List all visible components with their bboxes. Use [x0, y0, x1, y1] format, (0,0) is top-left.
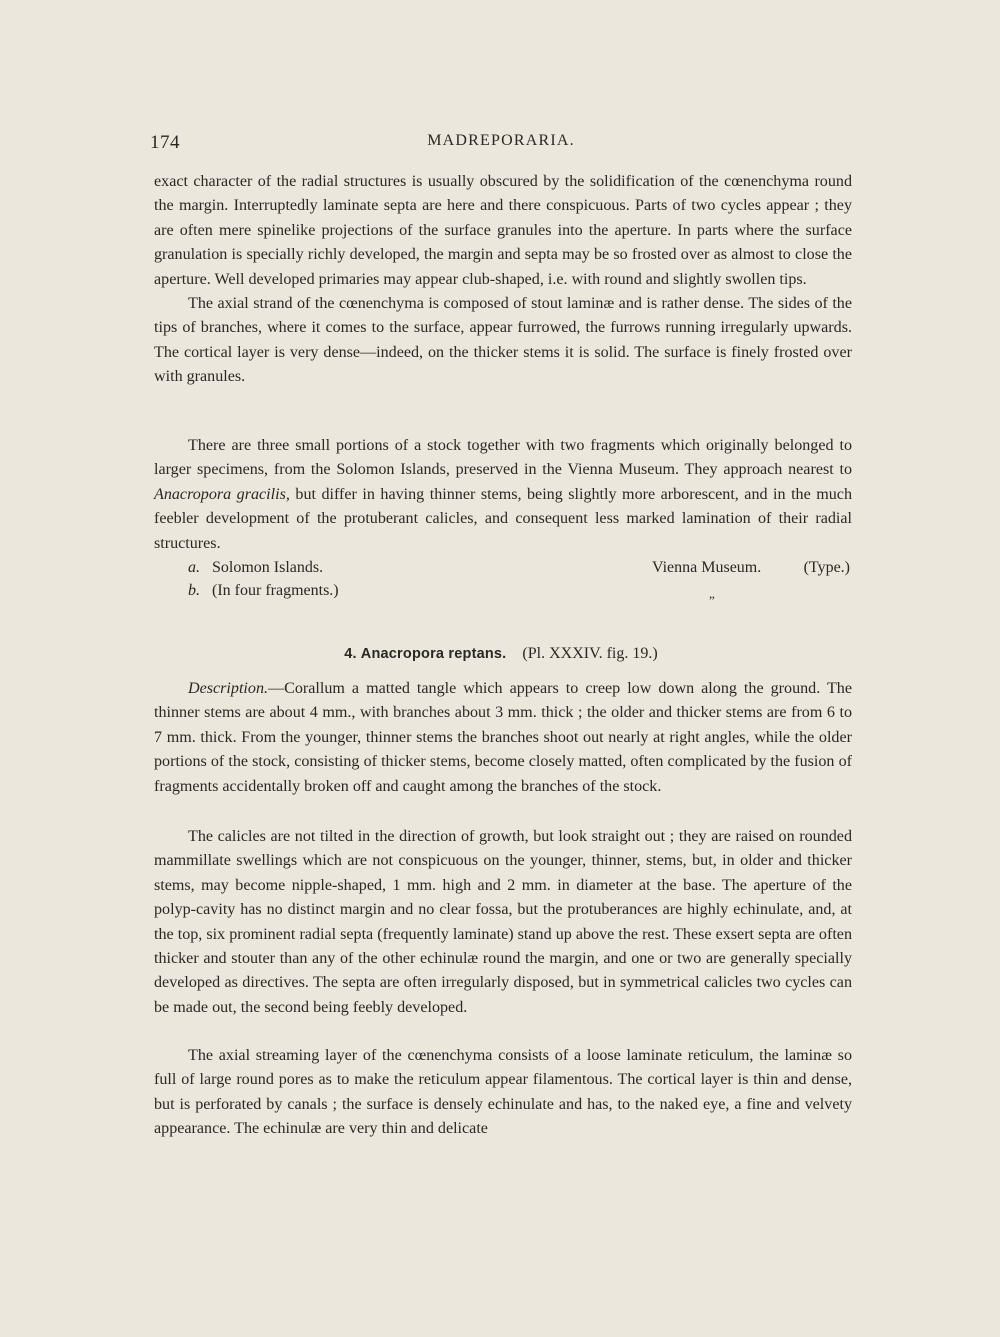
- section-heading: [150, 645, 852, 663]
- ditto-mark: „: [709, 586, 715, 601]
- species-name-anacropora-gracilis: Anacropora gracilis,: [154, 485, 290, 503]
- page-header: [150, 132, 852, 156]
- description-text: —Corallum a matted tangle which appears to creep low down along the ground. The thinner stems are about 4 mm., with branches about 3 mm. thick ; the older and thicker stems are from 6 to 7 mm. thick. From the younger, thinner stems the branches shoot out nearly at right angles, while the older portions of the stock, consisting of thicker stems, become closely matted, often complicated by the fusion of fragments accidentally broken off and caught among the branches of the stock.: [154, 680, 852, 795]
- paragraph-radial-structures: exact character of the radial structures is usually obscured by the solidification of the cœnenchyma round the margin. Interruptedly laminate septa are here and there conspicuous. Parts of two cycles appear ; they are often mere spinelike projections of the surface granules into the aperture. In parts where the surface granulation is specially richly developed, the margin and septa may be so frosted over as almost to close the aperture. Well developed primaries may appear club-shaped, i.e. with round and slightly swollen tips.: [154, 173, 852, 288]
- paragraph-coenenchyma: The axial streaming layer of the cœnenchyma consists of a loose laminate reticulum, the laminæ so full of large round pores as to make the reticulum appear filamentous. The cortical layer is thin and dense, but is perforated by canals ; the surface is densely echinulate and has, to the naked eye, a fine and velvety appearance. The echinulæ are very thin and delicate: [154, 1047, 852, 1138]
- running-title: MADREPORARIA.: [427, 132, 575, 149]
- text-block-calicles: [154, 825, 852, 1020]
- specimen-locality: Solomon Islands.: [212, 559, 324, 576]
- specimen-list: [154, 556, 852, 602]
- material-text-end: but differ in having thinner stems, being slightly more arborescent, and in the much feebler development of the protuberant calicles, and consequent less marked lamination of their radial structures.: [154, 485, 852, 552]
- specimen-letter: b.: [188, 582, 200, 599]
- text-block-material: [154, 434, 852, 556]
- plate-reference: (Pl. XXXIV. fig. 19.): [522, 645, 658, 662]
- specimen-type: (Type.): [803, 559, 850, 576]
- specimen-letter: a.: [188, 559, 200, 576]
- paragraph-calicles: The calicles are not tilted in the direction of growth, but look straight out ; they are raised on rounded mammillate swellings which are not conspicuous on the younger, thinner, stems, but, in older and thicker stems, may become nipple-shaped, 1 mm. high and 2 mm. in diameter at the base. The aperture of the polyp-cavity has no distinct margin and no clear fossa, but the protuberances are highly echinulate, and, at the top, six prominent radial septa (frequently laminate) stand up above the rest. These exsert septa are often thicker and stouter than any of the other echinulæ round the margin, and one or two are generally specially developed as directives. The septa are often irregularly disposed, but in symmetrical calicles two cycles can be made out, the second being feebly developed.: [154, 828, 852, 1016]
- specimen-museum: Vienna Museum.: [652, 559, 762, 576]
- text-block-description: [154, 677, 852, 799]
- text-block-coenenchyma: [154, 1044, 852, 1142]
- material-text-start: There are three small portions of a stock together with two fragments which originally belonged to larger specimens, from the Solomon Islands, preserved in the Vienna Museum. They approach nearest to: [154, 437, 852, 479]
- paragraph-material-note: [154, 434, 852, 556]
- paragraph-axial-strand: The axial strand of the cœnenchyma is composed of stout laminæ and is rather dense. The sides of the tips of branches, where it comes to the surface, appear furrowed, the furrows running irregularly upwards. The cortical layer is very dense—indeed, on the thicker stems it is solid. The surface is finely frosted over with granules.: [154, 295, 852, 386]
- specimen-row: [154, 579, 852, 602]
- specimen-row: [154, 556, 852, 579]
- specimen-locality: (In four fragments.): [212, 582, 339, 599]
- page-number: 174: [150, 132, 180, 153]
- paragraph-description: [154, 677, 852, 799]
- section-species-name: Anacropora reptans.: [360, 646, 507, 662]
- section-number: 4.: [344, 646, 357, 662]
- description-label: Description.: [188, 680, 269, 697]
- text-block-calicle-structure: [154, 170, 852, 390]
